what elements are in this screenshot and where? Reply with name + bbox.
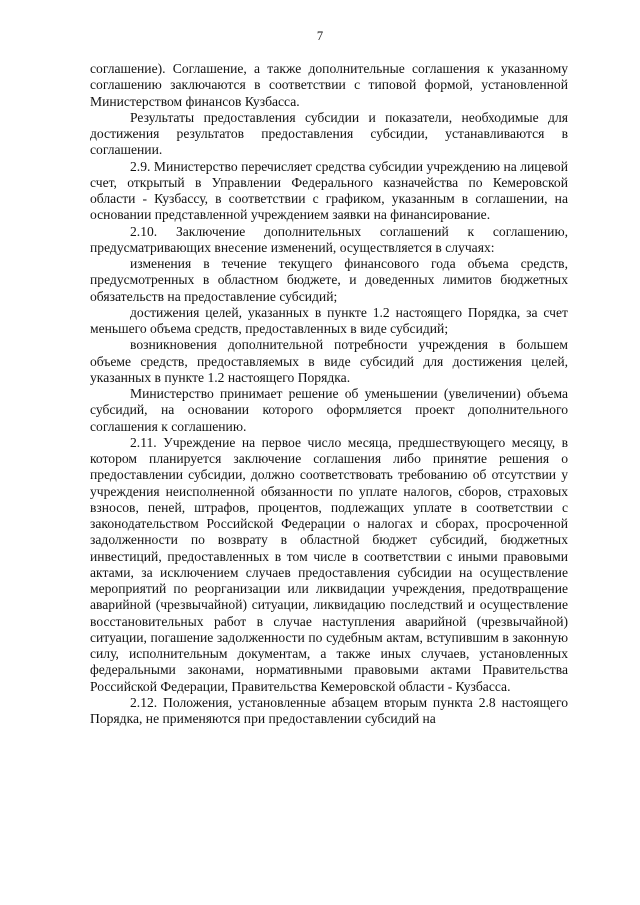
paragraph: Результаты предоставления субсидии и показатели, необходимые для достижения результатов предоставления субсидии, устанавливаются в соглашении.: [90, 109, 568, 158]
paragraph: Министерство принимает решение об уменьшении (увеличении) объема субсидий, на основании которого оформляется проект дополнительного соглашения к соглашению.: [90, 386, 568, 434]
paragraph: соглашение). Соглашение, а также дополнительные соглашения к указанному соглашению заключаются в соответствии с типовой формой, установленной Министерством финансов Кузбасса.: [90, 61, 568, 109]
paragraph: 2.11. Учреждение на первое число месяца, предшествующего месяцу, в котором планируется заключение соглашения либо принятие решения о предоставлении субсидии, должно соответствовать требованию об отсутствии у учреждения неисполненной обязанности по уплате налогов, сборов, страховых взносов, пеней, штрафов, процентов, подлежащих уплате в соответствии с законодательством Российской Федерации о налогах и сборах, просроченной задолженности по возврату в областной бюджет субсидий, бюджетных инвестиций, предоставленных в том числе в соответствии с иными правовыми актами, за исключением случаев предоставления субсидии на осуществление мероприятий по реорганизации или ликвидации учреждения, предотвращение аварийной (чрезвычайной) ситуации, ликвидацию последствий и осуществление восстановительных работ в случае наступления аварийной (чрезвычайной) ситуации, погашение задолженности по судебным актам, вступившим в законную силу, исполнительным документам, а также иных случаев, установленных федеральными законами, нормативными правовыми актами Правительства Российской Федерации, Правительства Кемеровской области - Кузбасса.: [90, 434, 568, 694]
document-body: [90, 61, 568, 727]
paragraph: возникновения дополнительной потребности учреждения в большем объеме средств, предоставляемых в виде субсидий для достижения целей, указанных в пункте 1.2 настоящего Порядка.: [90, 337, 568, 385]
paragraph: 2.10. Заключение дополнительных соглашений к соглашению, предусматривающих внесение изменений, осуществляется в случаях:: [90, 223, 568, 255]
paragraph: достижения целей, указанных в пункте 1.2 настоящего Порядка, за счет меньшего объема средств, предоставленных в виде субсидий;: [90, 304, 568, 336]
page-number: 7: [316, 29, 324, 43]
paragraph: изменения в течение текущего финансового года объема средств, предусмотренных в областном бюджете, и доведенных лимитов бюджетных обязательств на предоставление субсидий;: [90, 256, 568, 304]
paragraph: 2.9. Министерство перечисляет средства субсидии учреждению на лицевой счет, открытый в Управлении Федерального казначейства по Кемеровской области - Кузбассу, в соответствии с графиком, указанным в соглашении, на основании представленной учреждением заявки на финансирование.: [90, 158, 568, 223]
paragraph: 2.12. Положения, установленные абзацем вторым пункта 2.8 настоящего Порядка, не применяются при предоставлении субсидий на: [90, 694, 568, 726]
